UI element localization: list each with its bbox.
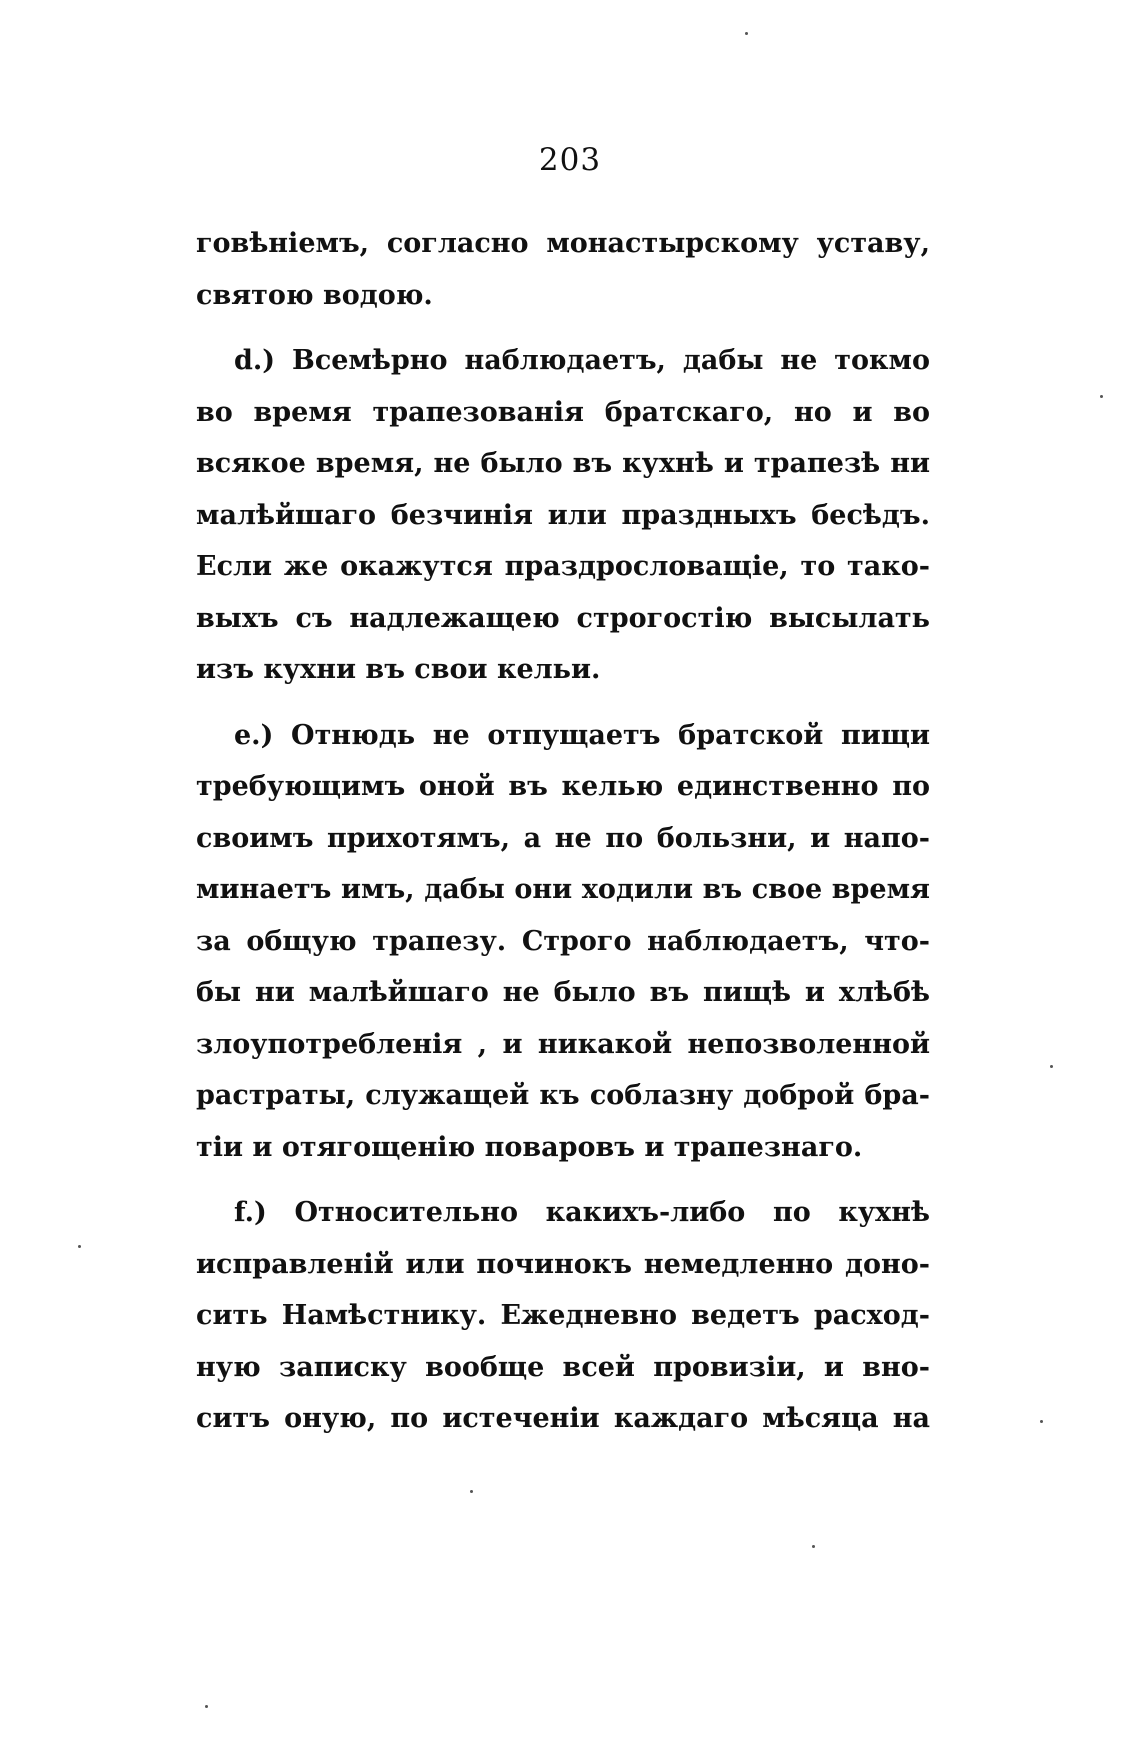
text-line: малѣйшаго безчинія или праздныхъ бесѣдъ. xyxy=(196,499,930,531)
text-line: злоупотребленія , и никакой непозволенной xyxy=(196,1028,930,1060)
paragraph-e xyxy=(196,710,930,1174)
text-line: во время трапезованія братскаго, но и во xyxy=(196,396,930,428)
paragraph-d xyxy=(196,335,930,696)
scan-speck xyxy=(1050,1065,1053,1068)
text-line: e.) Отнюдь не отпущаетъ братской пищи xyxy=(234,719,930,751)
paragraph-gap xyxy=(196,1173,930,1187)
text-line: d.) Всемѣрно наблюдаетъ, дабы не токмо xyxy=(234,345,930,376)
text-line: говѣніемъ, согласно монастырскому уставу, xyxy=(196,228,930,259)
text-line: тіи и отягощенію поваровъ и трапезнаго. xyxy=(196,1131,863,1163)
text-line: святою водою. xyxy=(196,279,433,311)
scan-speck xyxy=(812,1545,815,1548)
text-line: исправленій или починокъ немедленно доно- xyxy=(196,1248,930,1280)
text-line: своимъ прихотямъ, а не по бользни, и напо- xyxy=(196,822,930,854)
paragraph-gap xyxy=(196,321,930,335)
text-line: требующимъ оной въ келью единственно по xyxy=(196,771,930,802)
text-line: за общую трапезу. Строго наблюдаетъ, что- xyxy=(196,925,930,957)
text-line: выхъ съ надлежащею строгостію высылать xyxy=(196,602,930,634)
scan-speck xyxy=(1040,1420,1043,1423)
scan-speck xyxy=(470,1490,473,1493)
scan-speck xyxy=(78,1245,81,1248)
text-line: растраты, служащей къ соблазну доброй бра- xyxy=(196,1080,930,1111)
paragraph-gap xyxy=(196,696,930,710)
text-line: всякое время, не было въ кухнѣ и трапезѣ ни xyxy=(196,448,930,479)
text-line: бы ни малѣйшаго не было въ пищѣ и хлѣбѣ xyxy=(196,977,930,1008)
text-line: Если же окажутся праздрословащіе, то тако- xyxy=(196,551,930,582)
scan-speck xyxy=(745,32,748,35)
scan-speck xyxy=(1100,395,1103,398)
text-line: минаетъ имъ, дабы они ходили въ свое время xyxy=(196,874,930,905)
paragraph-f xyxy=(196,1187,930,1445)
text-line: ситъ оную, по истеченіи каждаго мѣсяца на xyxy=(196,1403,930,1434)
scan-speck xyxy=(205,1705,208,1708)
text-line: f.) Относительно какихъ-либо по кухнѣ xyxy=(234,1197,930,1228)
body-text xyxy=(196,218,930,1445)
text-line: ную записку вообще всей провизіи, и вно- xyxy=(196,1351,930,1383)
text-line: сить Намѣстнику. Ежедневно ведетъ расход- xyxy=(196,1300,930,1331)
page-number: 203 xyxy=(538,142,602,178)
paragraph-continuation xyxy=(196,218,930,321)
text-line: изъ кухни въ свои кельи. xyxy=(196,654,601,685)
